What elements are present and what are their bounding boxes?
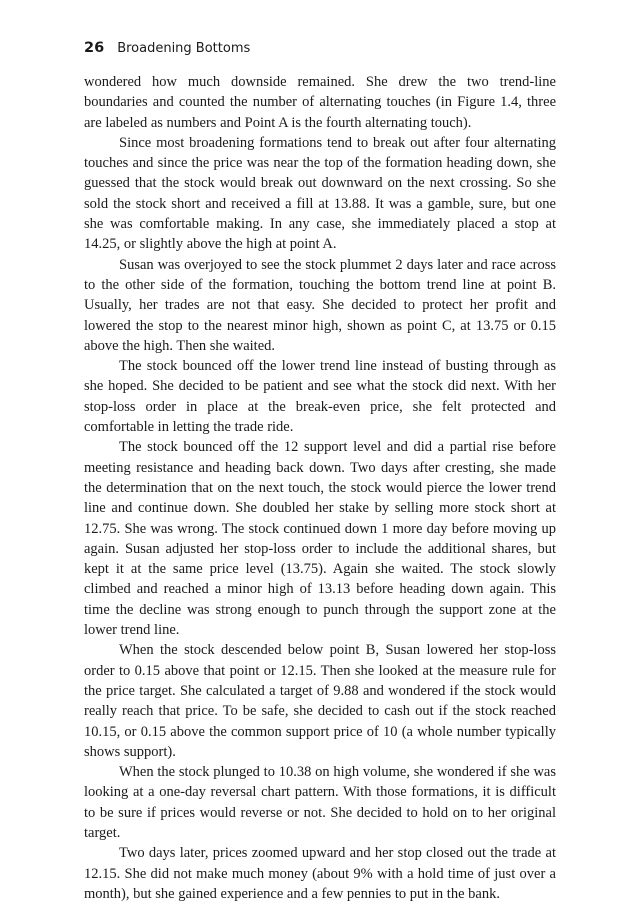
paragraph: When the stock descended below point B, Susan lowered her stop-loss order to 0.15 above that point or 12.15. Then she looked at the measure rule for the price target. She calculated a target of 9.88 and wondered if the stock would really reach that price. To be safe, she decided to cash out if the stock reached 10.15, or 0.15 above the common support price of 10 (a whole number typically shows support).	[84, 642, 556, 760]
running-head	[84, 40, 250, 60]
paragraph: Since most broadening formations tend to break out after four alternating touches and since the price was near the top of the formation heading down, she guessed that the stock would break out downward on the next crossing. So she sold the stock short and received a fill at 13.88. It was a gamble, sure, but one she was comfortable making. In any case, she immediately placed a stop at 14.25, or slightly above the high at point A.	[84, 134, 556, 253]
body-text	[84, 72, 556, 904]
paragraph: When the stock plunged to 10.38 on high volume, she wondered if she was looking at a one-day reversal chart pattern. With those formations, it is difficult to be sure if prices would reverse or not. She decided to hold on to her original target.	[84, 764, 556, 841]
paragraph: The stock bounced off the lower trend line instead of busting through as she hoped. She decided to be patient and see what the stock did next. With her stop-loss order in place at the break-even price, she felt protected and comfortable in letting the trade ride.	[84, 358, 556, 436]
paragraph: The stock bounced off the 12 support level and did a partial rise before meeting resistance and heading back down. Two days after cresting, she made the determination that on the next touch, the stock would pierce the lower trend line and continue down. She doubled her stake by selling more stock short at 12.75. She was wrong. The stock continued down 1 more day before moving up again. Susan adjusted her stop-loss order to include the additional shares, but kept it at the same price level (13.75). Again she waited. The stock slowly climbed and reached a minor high of 13.13 before heading down again. This time the decline was strong enough to punch through the support zone at the lower trend line.	[84, 439, 556, 639]
page-number: 26	[84, 40, 105, 56]
paragraph: Two days later, prices zoomed upward and her stop closed out the trade at 12.15. She did not make much money (about 9% with a hold time of just over a month), but she gained experience and a few pennies to put in the bank.	[84, 845, 556, 902]
paragraph-continued: wondered how much downside remained. She drew the two trend-line boundaries and counted the number of alternating touches (in Figure 1.4, three are labeled as numbers and Point A is the fourth alternating touch).	[84, 74, 556, 131]
paragraph: Susan was overjoyed to see the stock plummet 2 days later and race across to the other side of the formation, touching the bottom trend line at point B. Usually, her trades are not that easy. She decided to protect her profit and lowered the stop to the nearest minor high, shown as point C, at 13.75 or 0.15 above the high. Then she waited.	[84, 256, 556, 354]
running-head-title: Broadening Bottoms	[117, 41, 251, 56]
